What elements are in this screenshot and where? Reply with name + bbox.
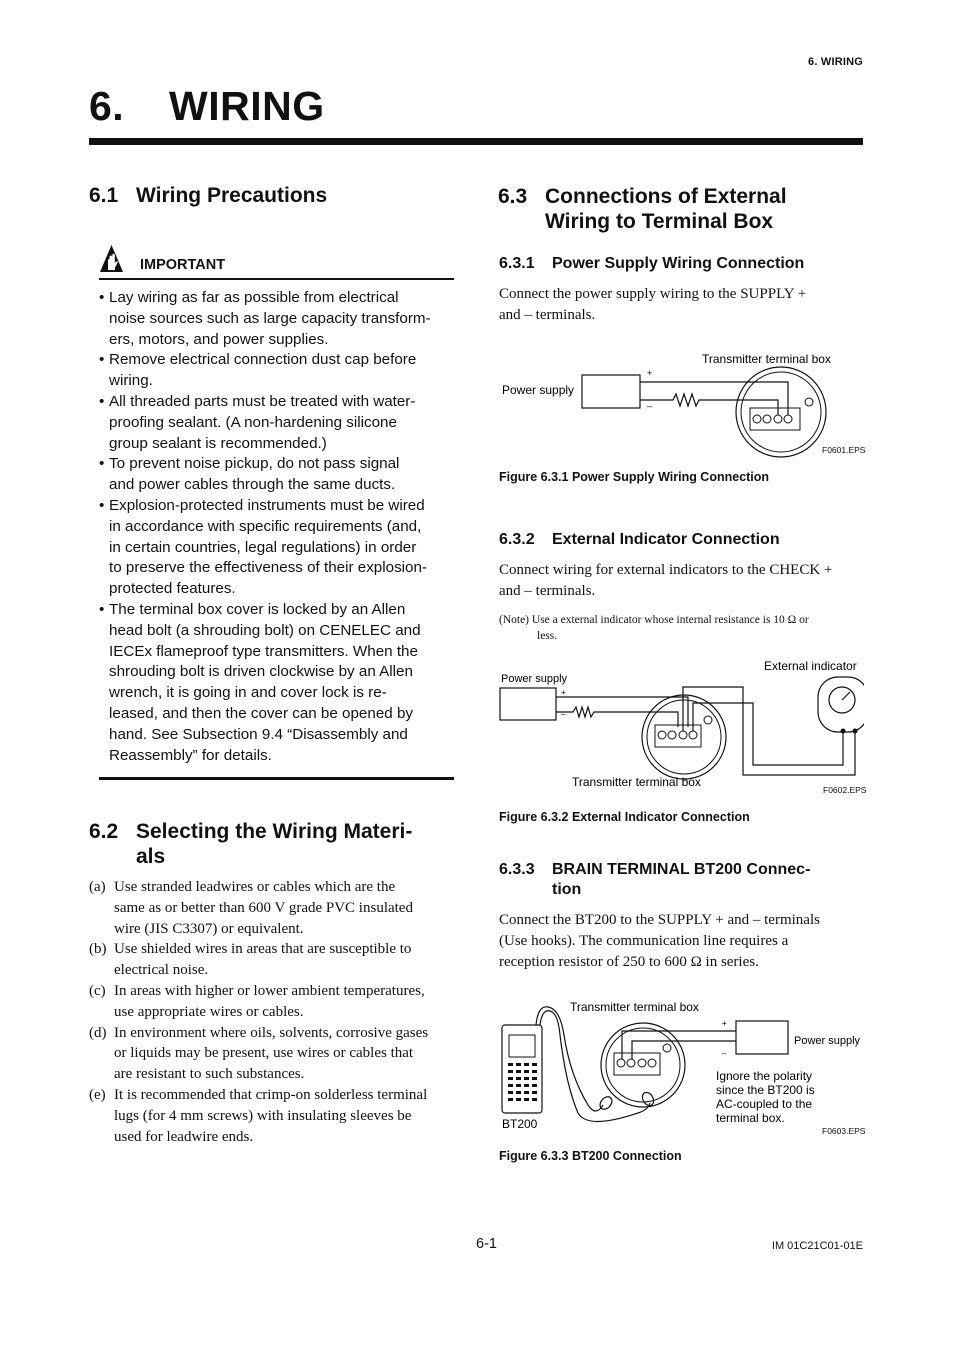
document-id: IM 01C21C01-01E: [771, 1240, 863, 1252]
section-title-continued: Wiring to Terminal Box: [545, 210, 774, 233]
running-head: 6. WIRING: [808, 56, 863, 68]
figure-6-3-3-diagram: [498, 995, 864, 1135]
svg-text:–: –: [722, 1049, 727, 1058]
section-6-2-heading: [89, 819, 412, 869]
list-item: (e) It is recommended that crimp-on solderless terminal lugs (for 4 mm screws) with insulating sleeves be used for leadwire ends.: [89, 1086, 428, 1145]
chapter-title: [89, 83, 325, 130]
figure-6-3-2-diagram: [498, 655, 867, 795]
list-item: (b) Use shielded wires in areas that are susceptible to electrical noise.: [89, 941, 412, 979]
list-item: • All threaded parts must be treated with water- proofing sealant. (A non-hardening silicone group sealant is recommended.): [99, 392, 455, 454]
important-label: IMPORTANT: [140, 257, 226, 273]
list-item: (a) Use stranded leadwires or cables which are the same as or better than 600 V grade PVC insulated wire (JIS C3307) or equivalent.: [89, 879, 413, 937]
transmitter-box-label: Transmitter terminal box: [572, 775, 701, 789]
polarity-note-line: Ignore the polarity: [716, 1069, 813, 1083]
warning-hand-icon: [99, 244, 124, 274]
transmitter-box-label: Transmitter terminal box: [702, 352, 831, 366]
section-6-1-heading: [89, 183, 327, 208]
svg-text:+: +: [561, 688, 566, 697]
svg-text:+: +: [722, 1019, 727, 1028]
page-number: 6-1: [476, 1236, 497, 1252]
power-supply-box: [500, 688, 556, 720]
power-supply-label: Power supply: [794, 1035, 861, 1047]
subsection-6-3-1-body: Connect the power supply wiring to the SUPPLY + and – terminals.: [499, 286, 807, 323]
svg-text:–: –: [561, 710, 566, 719]
section-number: 6.2: [89, 820, 119, 843]
chapter-number: 6.: [89, 83, 125, 129]
indicator-label: External indicator: [764, 659, 857, 673]
list-item: • Lay wiring as far as possible from electrical noise sources such as large capacity transform- ers, motors, and power supplies.: [99, 288, 455, 350]
list-item: (c) In areas with higher or lower ambient temperatures, use appropriate wires or cables.: [89, 982, 425, 1020]
chapter-rule: [89, 138, 863, 145]
wire-plus: [640, 382, 788, 420]
section-number: 6.3: [498, 185, 528, 208]
external-indicator-body: [818, 677, 864, 732]
wiring-materials-list: [89, 877, 455, 1147]
list-item: • The terminal box cover is locked by an Allen head bolt (a shrouding bolt) on CENELEC and IECEx flameproof type transmitters. When the shrouding bolt is driven clockwise by an Allen wrench, it is going in and cover lock is re- leased, and then the cover can be opened by hand. See Subsection 9.4 “Disassembly and Reassembly” for details.: [99, 600, 455, 766]
polarity-note-line: AC-coupled to the: [716, 1097, 813, 1111]
power-supply-box: [582, 375, 640, 408]
section-title: Wiring Precautions: [136, 184, 328, 207]
polarity-note-line: terminal box.: [716, 1111, 785, 1125]
list-item: (d) In environment where oils, solvents, corrosive gases or liquids may be present, use wires or cables that are resistant to such substances.: [89, 1024, 429, 1083]
svg-text:–: –: [647, 401, 653, 411]
power-supply-label: Power supply: [501, 673, 568, 685]
polarity-note-line: since the BT200 is: [716, 1083, 815, 1097]
important-rule-bottom: [99, 777, 454, 780]
power-supply-box: [736, 1021, 788, 1054]
figure-6-3-1-caption: Figure 6.3.1 Power Supply Wiring Connection: [499, 470, 770, 484]
chapter-name: WIRING: [169, 83, 325, 129]
subsection-6-3-3-heading: 6.3.3 BRAIN TERMINAL BT200 Connec- tion: [499, 861, 811, 898]
section-title-continued: als: [136, 845, 166, 868]
figure-6-3-1-diagram: [498, 345, 864, 460]
figure-6-3-3-caption: Figure 6.3.3 BT200 Connection: [499, 1149, 682, 1163]
figure-6-3-2-eps: F0602.EPS: [823, 785, 867, 795]
section-title: Selecting the Wiring Materi-: [136, 820, 413, 843]
subsection-6-3-1-heading: 6.3.1 Power Supply Wiring Connection: [499, 255, 805, 272]
svg-text:+: +: [647, 368, 653, 378]
list-item: • Remove electrical connection dust cap before wiring.: [99, 350, 455, 392]
subsection-6-3-2-note: (Note) Use a external indicator whose internal resistance is 10 Ω or less.: [499, 614, 809, 642]
section-title: Connections of External: [545, 185, 787, 208]
subsection-6-3-3-body: Connect the BT200 to the SUPPLY + and – terminals (Use hooks). The communication line requires a reception resistor of 250 to 600 Ω in series.: [499, 912, 820, 970]
list-item: • Explosion-protected instruments must be wired in accordance with specific requirements (and, in certain countries, legal regulations) in order to preserve the effectiveness of their explosion- protected features.: [99, 496, 455, 600]
precautions-list: [99, 288, 455, 766]
figure-6-3-1-eps: F0601.EPS: [822, 445, 866, 455]
bt200-label: BT200: [502, 1117, 538, 1131]
transmitter-box-label: Transmitter terminal box: [570, 1000, 699, 1014]
section-number: 6.1: [89, 184, 119, 207]
section-6-3-heading: [498, 184, 787, 234]
subsection-6-3-2-heading: 6.3.2 External Indicator Connection: [499, 531, 780, 548]
list-item: • To prevent noise pickup, do not pass signal and power cables through the same ducts.: [99, 454, 455, 496]
figure-6-3-3-eps: F0603.EPS: [822, 1126, 866, 1136]
subsection-6-3-2-body: Connect wiring for external indicators to the CHECK + and – terminals.: [499, 562, 833, 599]
figure-6-3-2-caption: Figure 6.3.2 External Indicator Connection: [499, 810, 750, 824]
power-supply-label: Power supply: [502, 383, 575, 397]
important-rule-top: [99, 278, 454, 280]
